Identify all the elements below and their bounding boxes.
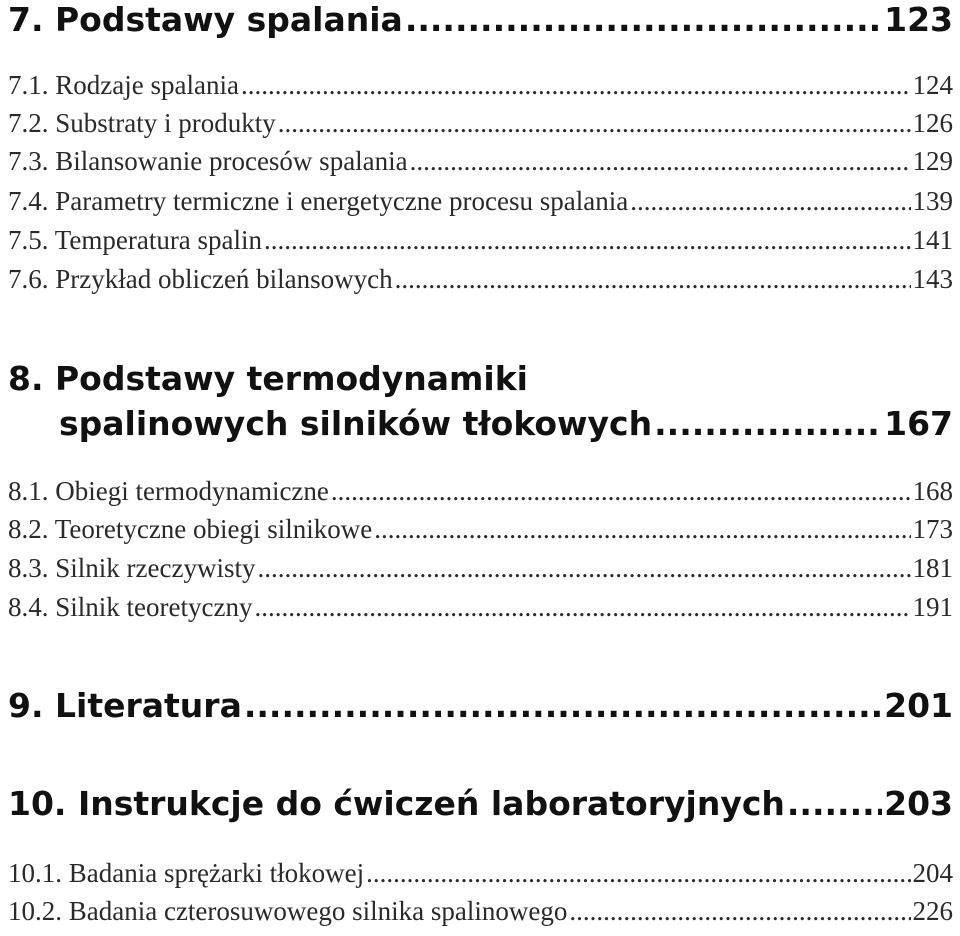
section-title: 7.5. Temperatura spalin bbox=[8, 225, 263, 255]
toc-chapter-8-line1[interactable] bbox=[8, 359, 953, 398]
dot-leader bbox=[254, 592, 910, 623]
page-number: 181 bbox=[912, 553, 953, 583]
page-number: 226 bbox=[912, 896, 953, 926]
page-number: 126 bbox=[912, 108, 953, 138]
toc-section-7-3[interactable] bbox=[8, 146, 953, 177]
chapter-title: 7. Podstawy spalania bbox=[8, 0, 403, 39]
dot-leader bbox=[630, 186, 910, 217]
section-title: 8.3. Silnik rzeczywisty bbox=[8, 553, 256, 583]
section-title: 10.2. Badania czterosuwowego silnika spalinowego bbox=[8, 896, 568, 926]
page-number: 167 bbox=[884, 404, 953, 443]
page-number: 201 bbox=[884, 686, 953, 725]
toc-section-8-4[interactable] bbox=[8, 592, 953, 623]
section-title: 7.6. Przykład obliczeń bilansowych bbox=[8, 264, 393, 294]
dot-leader bbox=[569, 896, 910, 927]
section-title: 7.4. Parametry termiczne i energetyczne procesu spalania bbox=[8, 186, 629, 216]
dot-leader bbox=[257, 553, 910, 584]
chapter-title: 9. Literatura bbox=[8, 686, 242, 725]
section-title: 10.1. Badania sprężarki tłokowej bbox=[8, 858, 365, 888]
toc-chapter-7[interactable] bbox=[8, 0, 953, 39]
section-title: 7.2. Substraty i produkty bbox=[8, 108, 276, 138]
toc-section-7-2[interactable] bbox=[8, 108, 953, 139]
page-number: 129 bbox=[912, 146, 953, 176]
dot-leader bbox=[278, 108, 911, 139]
toc-chapter-9[interactable] bbox=[8, 686, 953, 725]
dot-leader bbox=[405, 0, 882, 39]
dot-leader bbox=[410, 146, 911, 177]
dot-leader bbox=[654, 404, 882, 443]
chapter-title: 8. Podstawy termodynamiki bbox=[8, 359, 528, 398]
dot-leader bbox=[241, 70, 911, 101]
dot-leader bbox=[395, 264, 911, 295]
toc-section-10-1[interactable] bbox=[8, 858, 953, 889]
toc-section-8-2[interactable] bbox=[8, 514, 953, 545]
section-title: 8.4. Silnik teoretyczny bbox=[8, 592, 253, 622]
toc-section-7-6[interactable] bbox=[8, 264, 953, 295]
page-number: 168 bbox=[912, 476, 953, 506]
toc-section-8-1[interactable] bbox=[8, 476, 953, 507]
page-number: 173 bbox=[912, 514, 953, 544]
section-title: 7.1. Rodzaje spalania bbox=[8, 70, 239, 100]
dot-leader bbox=[264, 225, 910, 256]
page-number: 139 bbox=[912, 186, 953, 216]
section-title: 8.2. Teoretyczne obiegi silnikowe bbox=[8, 514, 373, 544]
section-title: 7.3. Bilansowanie procesów spalania bbox=[8, 146, 408, 176]
page-number: 124 bbox=[912, 70, 953, 100]
dot-leader bbox=[331, 476, 911, 507]
chapter-title: 10. Instrukcje do ćwiczeń laboratoryjnych bbox=[8, 784, 785, 823]
dot-leader bbox=[244, 686, 882, 725]
toc-section-7-4[interactable] bbox=[8, 186, 953, 217]
page-number: 204 bbox=[912, 858, 953, 888]
chapter-title-continued: spalinowych silników tłokowych bbox=[59, 404, 653, 443]
dot-leader bbox=[366, 858, 910, 889]
section-title: 8.1. Obiegi termodynamiczne bbox=[8, 476, 329, 506]
toc-chapter-10[interactable] bbox=[8, 784, 953, 823]
dot-leader bbox=[787, 784, 882, 823]
page-number: 191 bbox=[912, 592, 953, 622]
page-number: 141 bbox=[912, 225, 953, 255]
page-number: 123 bbox=[884, 0, 953, 39]
page-number: 143 bbox=[912, 264, 953, 294]
toc-section-8-3[interactable] bbox=[8, 553, 953, 584]
toc-chapter-8[interactable] bbox=[8, 404, 953, 443]
toc-section-7-5[interactable] bbox=[8, 225, 953, 256]
toc-section-10-2[interactable] bbox=[8, 896, 953, 927]
toc-section-7-1[interactable] bbox=[8, 70, 953, 101]
page-number: 203 bbox=[884, 784, 953, 823]
dot-leader bbox=[374, 514, 910, 545]
